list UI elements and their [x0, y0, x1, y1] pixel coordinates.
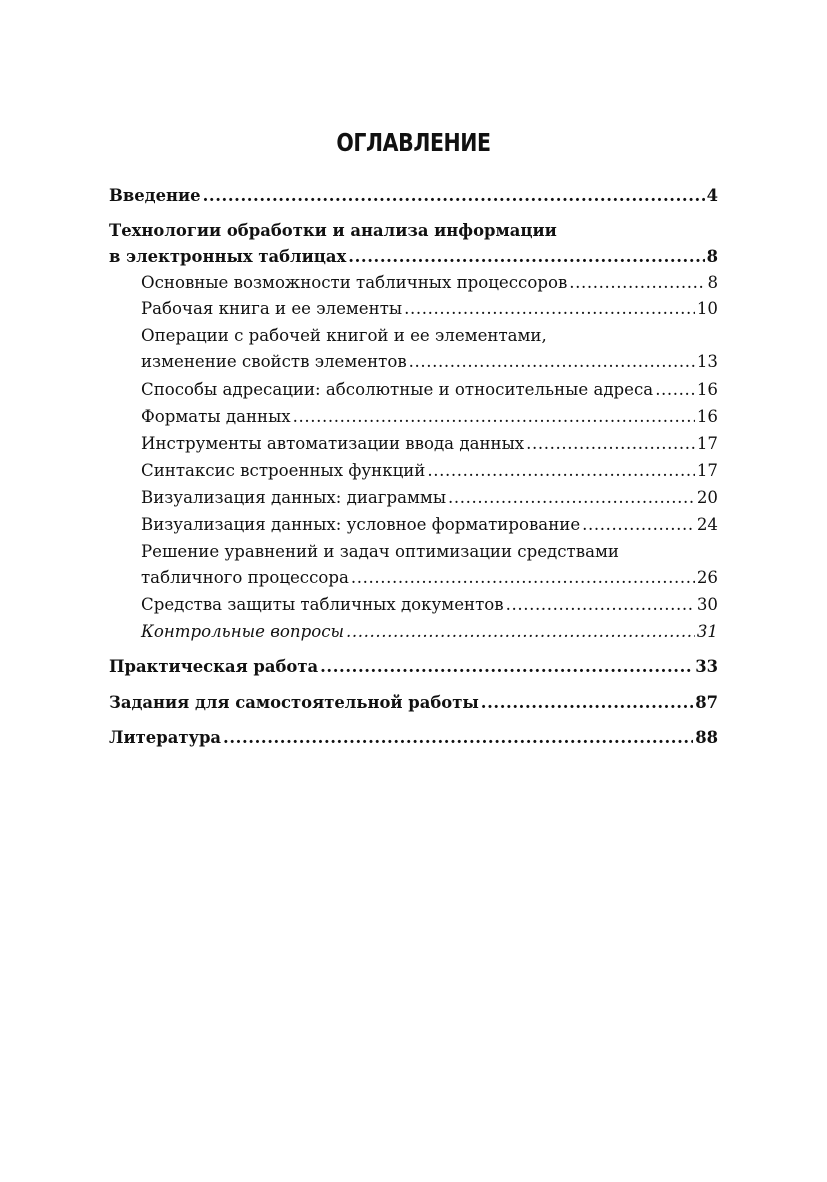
toc-entry	[109, 431, 718, 457]
toc-entry-leader-line	[141, 404, 718, 430]
toc-entry	[109, 725, 718, 751]
toc-entry-title: изменение свойств элементов	[141, 352, 407, 371]
toc-entry-title: Способы адресации: абсолютные и относительные адреса	[141, 380, 654, 399]
toc-entry	[109, 512, 718, 538]
toc-entry-leader-line	[141, 565, 718, 591]
toc-entry-leader-line	[141, 296, 718, 322]
toc-entry-leader-line	[141, 485, 718, 511]
toc-entry-leader-line	[141, 458, 718, 484]
toc-heading: ОГЛАВЛЕНИЕ	[336, 128, 491, 157]
toc-entry-leader-line	[141, 512, 718, 538]
dot-leader	[655, 377, 695, 403]
toc-entry-leader-line	[141, 349, 718, 375]
toc-page-number: 16	[696, 407, 718, 426]
dot-leader	[351, 565, 695, 591]
toc-page-number: 30	[696, 595, 718, 614]
toc-page-number: 33	[695, 657, 718, 676]
toc-entry-leader-line	[109, 244, 718, 270]
toc-entry	[109, 654, 718, 680]
toc-entry-title: Задания для самостоятельной работы	[109, 693, 479, 712]
toc-entry-leader-line	[141, 377, 718, 403]
dot-leader	[404, 296, 695, 322]
toc-entry	[109, 270, 718, 296]
toc-entry-leader-line	[141, 592, 718, 618]
toc-entry	[109, 690, 718, 716]
dot-leader	[448, 485, 695, 511]
dot-leader	[481, 690, 693, 716]
toc-entry-title-line: Решение уравнений и задач оптимизации средствами	[141, 542, 619, 561]
toc-entry-title: Средства защиты табличных документов	[141, 595, 504, 614]
dot-leader	[526, 431, 695, 457]
toc-page-number: 8	[707, 273, 718, 292]
toc-entry-title: Введение	[109, 186, 201, 205]
toc-entry-title: Контрольные вопросы	[141, 622, 345, 641]
toc-entry	[109, 377, 718, 403]
toc-entry-title: Визуализация данных: условное форматирование	[141, 515, 581, 534]
toc-entry-title: Практическая работа	[109, 657, 319, 676]
dot-leader	[506, 592, 695, 618]
dot-leader	[569, 270, 705, 296]
dot-leader	[320, 654, 693, 680]
toc-page-number: 13	[696, 352, 718, 371]
toc-entry-leader-line	[141, 431, 718, 457]
toc-entry	[109, 592, 718, 618]
toc-entry	[109, 485, 718, 511]
toc-entry-leader-line	[109, 690, 718, 716]
toc-entry	[109, 539, 718, 591]
toc-entry-title: Визуализация данных: диаграммы	[141, 488, 447, 507]
toc-entry-title: Инструменты автоматизации ввода данных	[141, 434, 525, 453]
toc-page-number: 10	[696, 299, 718, 318]
document-page	[109, 0, 718, 1182]
toc-entry	[109, 218, 718, 270]
toc-page-number: 17	[696, 461, 718, 480]
dot-leader	[348, 244, 704, 270]
toc-entry-leader-line	[109, 183, 718, 209]
toc-entry-title: Литература	[109, 728, 222, 747]
toc-entry	[109, 458, 718, 484]
toc-entry	[109, 323, 718, 375]
dot-leader	[293, 404, 695, 430]
toc-page-number: 17	[696, 434, 718, 453]
dot-leader	[223, 725, 693, 751]
toc-entry-leader-line	[141, 270, 718, 296]
toc-entry	[109, 404, 718, 430]
table-of-contents	[109, 183, 718, 751]
toc-entry-leader-line	[109, 654, 718, 680]
toc-page-number: 20	[696, 488, 718, 507]
toc-entry-title: Синтаксис встроенных функций	[141, 461, 426, 480]
toc-entry-title: табличного процессора	[141, 568, 349, 587]
dot-leader	[203, 183, 705, 209]
toc-entry-leader-line	[141, 619, 718, 645]
toc-page-number: 31	[696, 622, 718, 641]
toc-entry-leader-line	[109, 725, 718, 751]
toc-entry	[109, 183, 718, 209]
toc-page-number: 16	[696, 380, 718, 399]
toc-entry	[109, 619, 718, 645]
toc-entry	[109, 296, 718, 322]
toc-page-number: 8	[706, 247, 718, 266]
toc-page-number: 4	[706, 186, 718, 205]
toc-entry-title-line: Технологии обработки и анализа информации	[109, 221, 557, 240]
toc-entry-title: Рабочая книга и ее элементы	[141, 299, 403, 318]
toc-entry-title: в электронных таблицах	[109, 247, 347, 266]
toc-page-number: 26	[696, 568, 718, 587]
toc-page-number: 88	[695, 728, 718, 747]
toc-page-number: 87	[695, 693, 718, 712]
toc-entry-title: Основные возможности табличных процессоров	[141, 273, 568, 292]
toc-page-number: 24	[696, 515, 718, 534]
dot-leader	[427, 458, 695, 484]
dot-leader	[409, 349, 695, 375]
dot-leader	[346, 619, 695, 645]
toc-entry-title: Форматы данных	[141, 407, 291, 426]
toc-entry-title-line: Операции с рабочей книгой и ее элементами,	[141, 326, 547, 345]
dot-leader	[582, 512, 695, 538]
